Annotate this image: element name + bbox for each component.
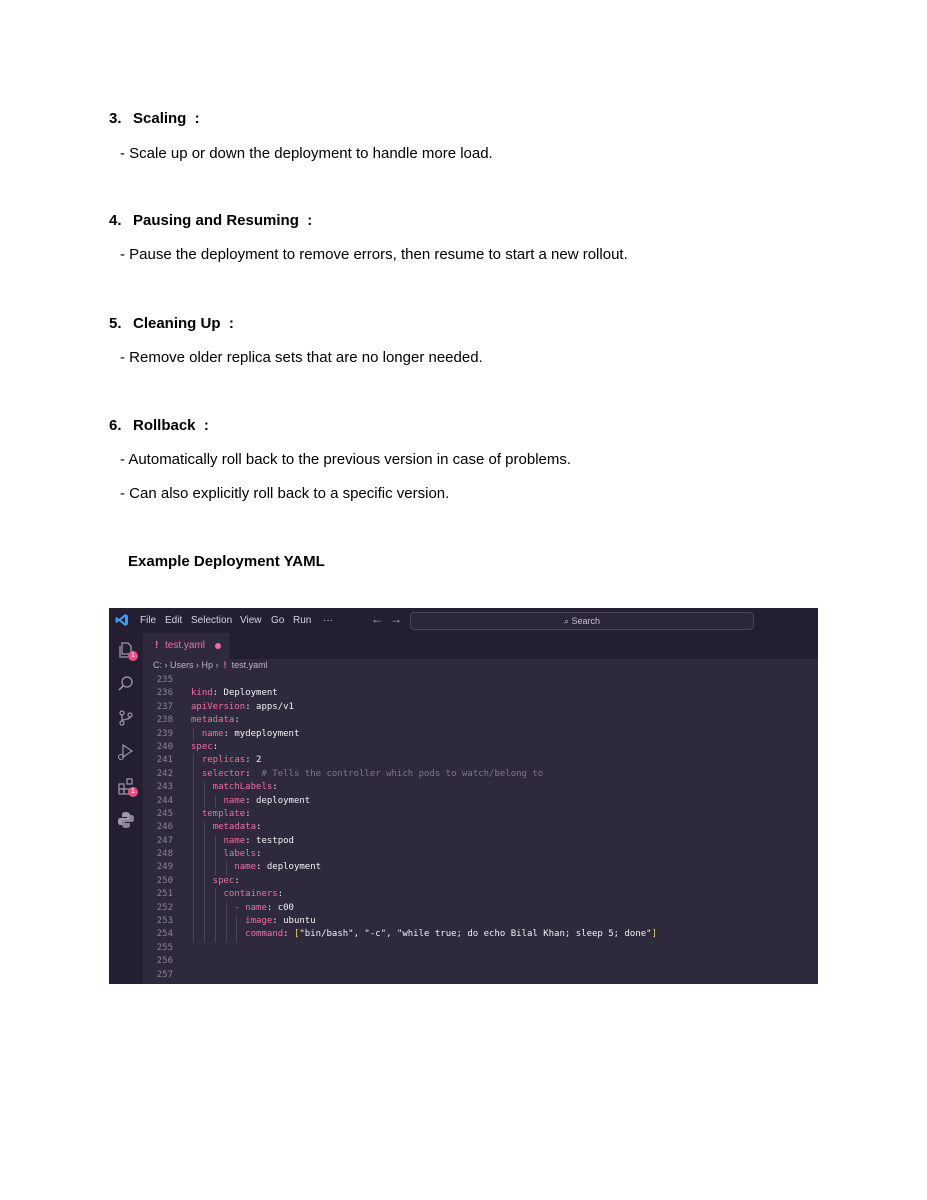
yaml-colon: :	[256, 849, 262, 860]
line-number: 241	[156, 755, 173, 766]
line-content	[191, 808, 251, 821]
code-line[interactable]	[143, 915, 818, 928]
line-number: 248	[156, 849, 173, 860]
section-title: Rollback :	[133, 417, 209, 434]
yaml-key: name	[191, 835, 246, 846]
section-heading-scaling	[109, 110, 829, 127]
code-line[interactable]	[143, 687, 818, 700]
back-arrow-icon[interactable]: ←	[371, 612, 383, 626]
code-line[interactable]	[143, 888, 818, 901]
yaml-bracket: [	[293, 929, 300, 940]
yaml-colon: :	[234, 875, 240, 886]
code-line[interactable]	[143, 741, 818, 754]
yaml-colon: :	[245, 701, 257, 712]
line-content	[191, 741, 218, 754]
code-line[interactable]	[143, 768, 818, 781]
line-number: 243	[156, 782, 173, 793]
code-line[interactable]	[143, 969, 818, 982]
yaml-colon: :	[256, 822, 262, 833]
code-line[interactable]	[143, 955, 818, 968]
yaml-key: template	[191, 808, 246, 819]
line-content	[191, 902, 294, 915]
line-number: 249	[156, 862, 173, 873]
run-debug-icon[interactable]	[117, 743, 135, 761]
yaml-key: spec	[191, 875, 235, 886]
line-number: 251	[156, 889, 173, 900]
line-number: 253	[156, 916, 173, 927]
yaml-key: replicas	[191, 755, 246, 766]
line-content	[191, 728, 299, 741]
line-content	[191, 821, 261, 834]
yaml-key: name	[191, 728, 224, 739]
section-number: 3.	[109, 110, 122, 127]
menu-go[interactable]: Go	[271, 615, 285, 626]
line-content	[191, 701, 294, 714]
yaml-colon: :	[245, 768, 262, 779]
breadcrumb	[153, 660, 268, 670]
yaml-colon: :	[223, 728, 235, 739]
line-number: 238	[156, 715, 173, 726]
line-number: 250	[156, 875, 173, 886]
line-number: 255	[156, 942, 173, 953]
yaml-colon: :	[272, 916, 284, 927]
line-content	[191, 768, 543, 781]
yaml-key: containers	[191, 889, 278, 900]
section-title: Cleaning Up :	[133, 315, 234, 332]
line-content	[191, 861, 321, 874]
code-line[interactable]	[143, 714, 818, 727]
line-number: 246	[156, 822, 173, 833]
forward-arrow-icon[interactable]: →	[390, 612, 402, 626]
code-line[interactable]	[143, 781, 818, 794]
yaml-key: name	[191, 795, 246, 806]
breadcrumb-item[interactable]: C:	[153, 660, 162, 670]
yaml-key: apiVersion	[191, 701, 246, 712]
yaml-colon: :	[245, 755, 257, 766]
line-number: 235	[156, 675, 173, 685]
line-number: 244	[156, 795, 173, 806]
yaml-key: - name	[191, 902, 267, 913]
yaml-bracket: ]	[651, 929, 658, 940]
search-icon[interactable]	[117, 675, 135, 693]
yaml-key: selector	[191, 768, 246, 779]
code-line[interactable]	[143, 928, 818, 941]
tab-test-yaml[interactable]	[143, 633, 229, 659]
yaml-value: ubuntu	[283, 916, 316, 927]
code-line[interactable]	[143, 861, 818, 874]
yaml-file-icon: !	[223, 660, 227, 670]
yaml-colon: :	[212, 741, 219, 752]
yaml-colon: :	[234, 715, 240, 726]
line-content	[191, 714, 240, 727]
unsaved-dot-icon	[215, 643, 221, 649]
yaml-colon: :	[212, 688, 224, 699]
code-line[interactable]	[143, 808, 818, 821]
line-number: 257	[156, 969, 173, 980]
yaml-value: c00	[277, 902, 294, 913]
line-number: 256	[156, 956, 173, 967]
command-search[interactable]: ⌕ Search	[410, 612, 754, 630]
section-title: Scaling :	[133, 110, 200, 127]
line-content	[191, 795, 310, 808]
menu-more[interactable]: ···	[323, 615, 333, 626]
bullet-text: - Automatically roll back to the previous version in case of problems.	[120, 451, 572, 468]
breadcrumb-file[interactable]: test.yaml	[231, 660, 268, 670]
line-content	[191, 835, 294, 848]
code-line[interactable]	[143, 875, 818, 888]
yaml-colon: :	[245, 795, 257, 806]
code-line[interactable]	[143, 728, 818, 741]
extensions-badge: 1	[128, 787, 138, 797]
code-line[interactable]	[143, 848, 818, 861]
yaml-key: labels	[191, 849, 257, 860]
yaml-file-icon: !	[155, 640, 159, 651]
vscode-logo-icon	[115, 613, 129, 627]
tab-bar	[143, 633, 818, 659]
bullet-text: - Scale up or down the deployment to handle more load.	[120, 145, 493, 162]
menu-bar	[109, 608, 818, 633]
code-line[interactable]	[143, 821, 818, 834]
line-number: 242	[156, 768, 173, 779]
menu-edit[interactable]: Edit	[165, 615, 183, 626]
section-heading-cleaning	[109, 315, 829, 332]
section-number: 4.	[109, 212, 122, 229]
yaml-value: deployment	[256, 795, 311, 806]
code-line[interactable]	[143, 674, 818, 687]
bullet-text: - Remove older replica sets that are no longer needed.	[120, 349, 483, 366]
section-heading-rollback	[109, 417, 829, 434]
yaml-key: kind	[191, 688, 213, 699]
explorer-badge: 1	[128, 651, 138, 661]
yaml-key: metadata	[191, 715, 235, 726]
line-number: 239	[156, 728, 173, 739]
python-icon[interactable]	[117, 811, 135, 829]
menu-selection[interactable]: Selection	[191, 615, 233, 626]
menu-view[interactable]: View	[240, 615, 262, 626]
yaml-key: command	[191, 929, 284, 940]
yaml-key: matchLabels	[191, 782, 273, 793]
yaml-key: spec	[191, 741, 213, 752]
menu-file[interactable]: File	[140, 615, 157, 626]
line-number: 237	[156, 701, 173, 712]
line-content	[191, 848, 261, 861]
menu-run[interactable]: Run	[293, 615, 312, 626]
line-number: 245	[156, 808, 173, 819]
line-content	[191, 781, 278, 794]
activity-bar	[109, 633, 143, 984]
line-number: 247	[156, 835, 173, 846]
code-line[interactable]	[143, 701, 818, 714]
yaml-colon: :	[245, 808, 251, 819]
line-content	[191, 915, 316, 928]
section-heading-pausing	[109, 212, 829, 229]
chevron-right-icon: ›	[213, 660, 222, 670]
section-title: Pausing and Resuming :	[133, 212, 313, 229]
line-number: 240	[156, 741, 173, 752]
yaml-colon: :	[283, 929, 294, 940]
line-number: 254	[156, 929, 173, 940]
line-content	[191, 875, 240, 888]
yaml-value: Deployment	[223, 688, 278, 699]
yaml-key: image	[191, 916, 273, 927]
yaml-colon: :	[272, 782, 278, 793]
tab-label: test.yaml	[165, 640, 206, 651]
line-content	[191, 754, 261, 767]
code-line[interactable]	[143, 835, 818, 848]
chevron-right-icon: ›	[193, 660, 202, 670]
yaml-value: apps/v1	[256, 701, 294, 712]
chevron-right-icon: ›	[162, 660, 170, 670]
bullet-text: - Can also explicitly roll back to a specific version.	[120, 485, 450, 502]
yaml-value: mydeployment	[234, 728, 300, 739]
line-number: 236	[156, 688, 173, 699]
code-line[interactable]	[143, 795, 818, 808]
line-content	[191, 687, 278, 700]
code-line[interactable]	[143, 754, 818, 767]
yaml-colon: :	[266, 902, 278, 913]
yaml-value: deployment	[266, 862, 322, 873]
code-line[interactable]	[143, 902, 818, 915]
code-area[interactable]	[143, 674, 818, 982]
yaml-value: testpod	[256, 835, 294, 846]
source-control-icon[interactable]	[117, 709, 135, 727]
yaml-colon: :	[277, 889, 284, 900]
yaml-colon: :	[256, 862, 267, 873]
code-editor-screenshot	[109, 608, 818, 984]
section-number: 5.	[109, 315, 122, 332]
breadcrumb-item[interactable]: Users	[170, 660, 194, 670]
example-title: Example Deployment YAML	[128, 553, 325, 570]
yaml-comment: # Tells the controller which pods to watch/belong to	[261, 768, 544, 779]
line-number: 252	[156, 902, 173, 913]
yaml-list: "bin/bash", "-c", "while true; do echo Bilal Khan; sleep 5; done"	[299, 929, 652, 940]
yaml-colon: :	[245, 835, 257, 846]
breadcrumb-item[interactable]: Hp	[201, 660, 214, 670]
yaml-key: name	[191, 862, 257, 873]
line-content	[191, 928, 657, 941]
bullet-text: - Pause the deployment to remove errors, then resume to start a new rollout.	[120, 246, 628, 263]
section-number: 6.	[109, 417, 122, 434]
line-content	[191, 888, 283, 901]
yaml-value: 2	[256, 755, 262, 766]
code-line[interactable]	[143, 942, 818, 955]
yaml-key: metadata	[191, 822, 257, 833]
